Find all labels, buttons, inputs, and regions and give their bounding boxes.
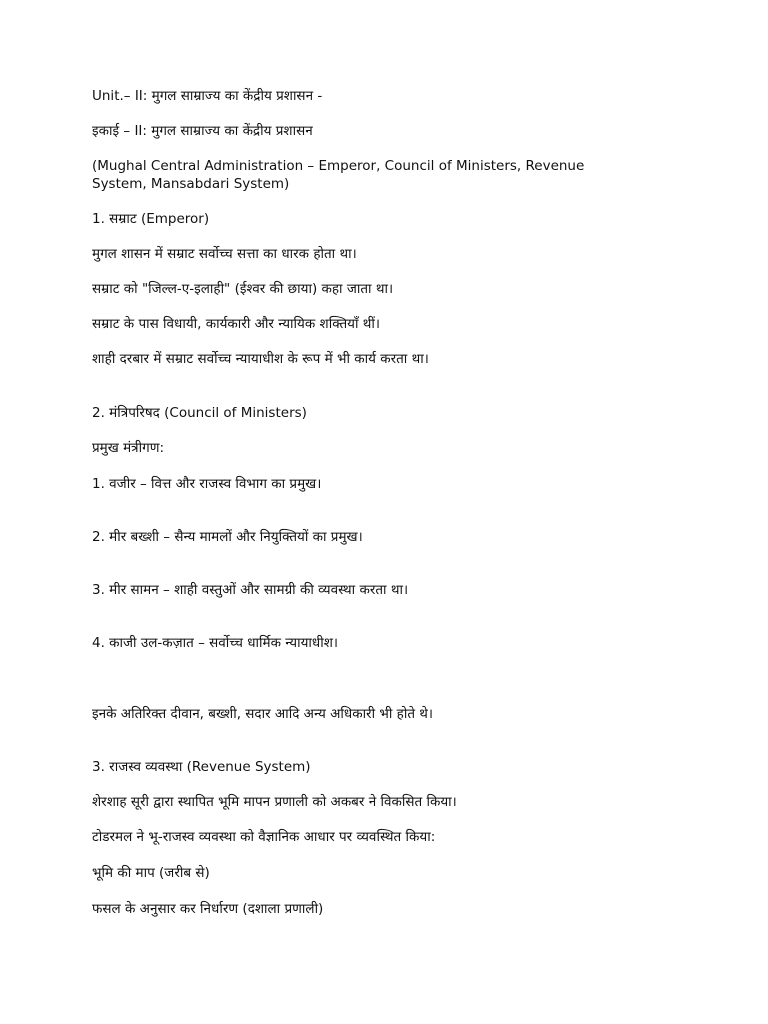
revenue-point: भूमि की माप (जरीब से) <box>92 865 210 881</box>
revenue-point: शेरशाह सूरी द्वारा स्थापित भूमि मापन प्रणाली को अकबर ने विकसित किया। <box>92 794 457 810</box>
revenue-point: फसल के अनुसार कर निर्धारण (दशाला प्रणाली) <box>92 901 324 917</box>
revenue-point: टोडरमल ने भू-राजस्व व्यवस्था को वैज्ञानिक आधार पर व्यवस्थित किया: <box>92 829 436 845</box>
minister-item: 4. काजी उल-कज़ात – सर्वोच्च धार्मिक न्यायाधीश। <box>92 635 339 651</box>
minister-item: 3. मीर सामन – शाही वस्तुओं और सामग्री की व्यवस्था करता था। <box>92 582 409 598</box>
revenue-heading: 3. राजस्व व्यवस्था (Revenue System) <box>92 759 311 775</box>
emperor-point: सम्राट को "जिल्ल-ए-इलाही" (ईश्वर की छाया) कहा जाता था। <box>92 281 394 297</box>
english-subtitle: (Mughal Central Administration – Emperor, Council of Ministers, Revenue System, Mansabdari System) <box>92 158 585 192</box>
emperor-heading: 1. सम्राट (Emperor) <box>92 211 210 227</box>
emperor-point: सम्राट के पास विधायी, कार्यकारी और न्यायिक शक्तियाँ थीं। <box>92 316 380 332</box>
unit-title: Unit.– II: मुगल साम्राज्य का केंद्रीय प्रशासन - <box>92 88 323 104</box>
council-heading: 2. मंत्रिपरिषद (Council of Ministers) <box>92 405 307 421</box>
council-note: इनके अतिरिक्त दीवान, बख्शी, सदार आदि अन्य अधिकारी भी होते थे। <box>92 706 434 722</box>
emperor-point: मुगल शासन में सम्राट सर्वोच्च सत्ता का धारक होता था। <box>92 246 357 262</box>
minister-item: 2. मीर बख्शी – सैन्य मामलों और नियुक्तियों का प्रमुख। <box>92 529 363 545</box>
hindi-title: इकाई – II: मुगल साम्राज्य का केंद्रीय प्रशासन <box>92 123 313 139</box>
emperor-point: शाही दरबार में सम्राट सर्वोच्च न्यायाधीश के रूप में भी कार्य करता था। <box>92 351 429 367</box>
council-subheading: प्रमुख मंत्रीगण: <box>92 440 165 456</box>
minister-item: 1. वजीर – वित्त और राजस्व विभाग का प्रमुख। <box>92 476 322 492</box>
